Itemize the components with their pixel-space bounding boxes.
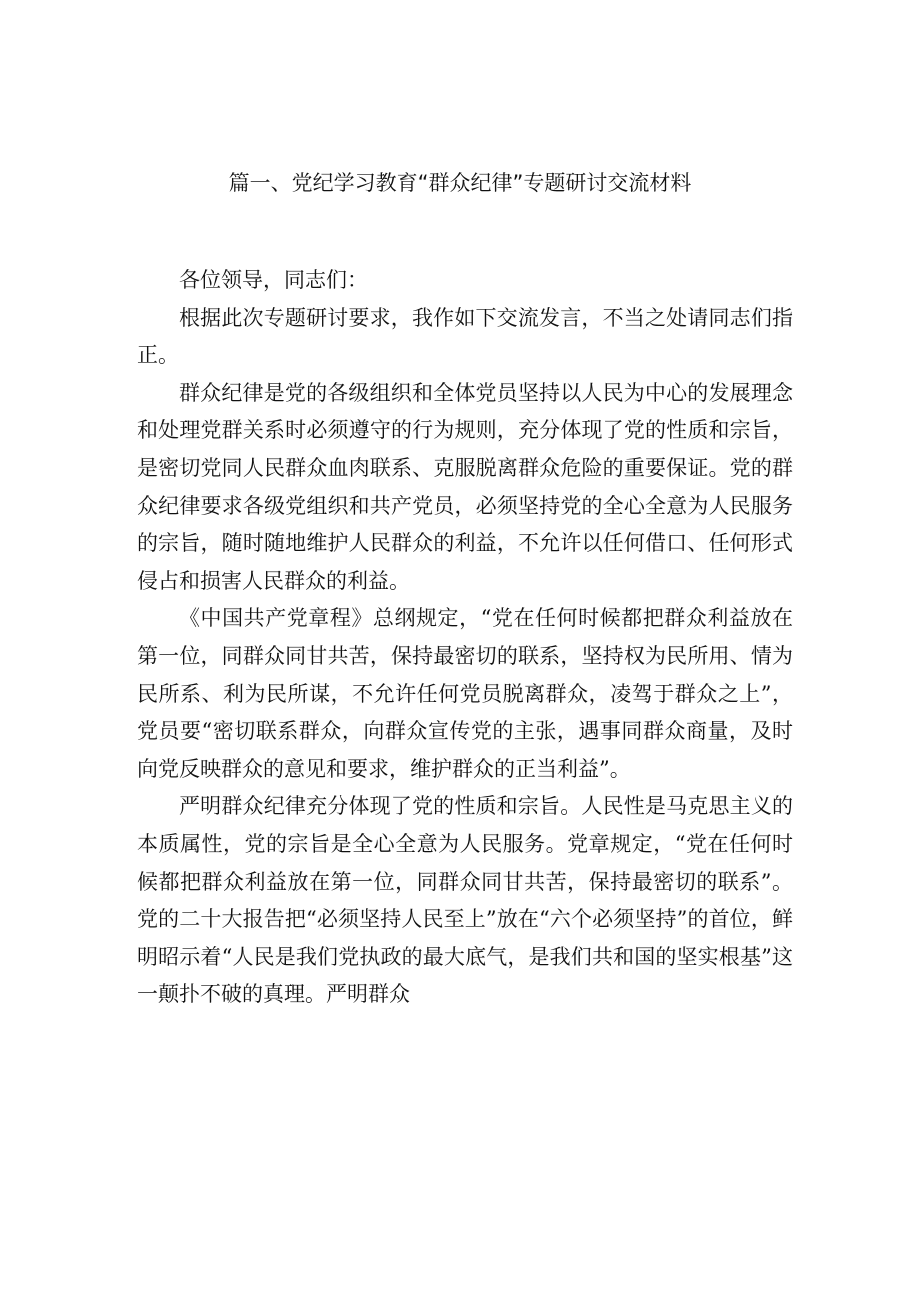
paragraph-nature-purpose: 严明群众纪律充分体现了党的性质和宗旨。人民性是马克思主义的本质属性，党的宗旨是全心全意为人民服务。党章规定，“党在任何时候都把群众利益放在第一位，同群众同甘共苦，保持最密切的联系”。党的二十大报告把“必须坚持人民至上”放在“六个必须坚持”的首位，鲜明昭示着“人民是我们党执政的最大底气，是我们共和国的坚实根基”这一颠扑不破的真理。严明群众 xyxy=(137,794,793,1007)
salutation: 各位领导，同志们： xyxy=(179,268,368,292)
paragraph-definition: 群众纪律是党的各级组织和全体党员坚持以人民为中心的发展理念和处理党群关系时必须遵守的行为规则，充分体现了党的性质和宗旨，是密切党同人民群众血肉联系、克服脱离群众危险的重要保证。党的群众纪律要求各级党组织和共产党员，必须坚持党的全心全意为人民服务的宗旨，随时随地维护人民群众的利益，不允许以任何借口、任何形式侵占和损害人民群众的利益。 xyxy=(137,380,793,593)
paragraph-intro: 根据此次专题研讨要求，我作如下交流发言，不当之处请同志们指正。 xyxy=(137,305,793,368)
paragraph-party-constitution: 《中国共产党章程》总纲规定，“党在任何时候都把群众利益放在第一位，同群众同甘共苦，保持最密切的联系，坚持权为民所用、情为民所系、利为民所谋，不允许任何党员脱离群众，凌驾于群众之上”，党员要“密切联系群众，向群众宣传党的主张，遇事同群众商量，及时向党反映群众的意见和要求，维护群众的正当利益”。 xyxy=(137,606,793,781)
document-body xyxy=(137,262,793,1014)
document-title: 篇一、党纪学习教育“群众纪律”专题研讨交流材料 xyxy=(228,171,692,195)
